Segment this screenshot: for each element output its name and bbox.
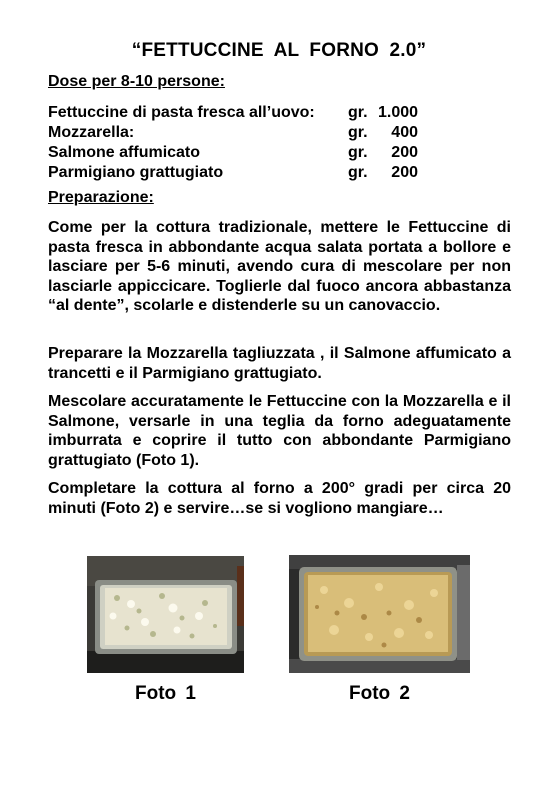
dose-heading: Dose per 8-10 persone: bbox=[48, 73, 225, 90]
ingredient-unit: gr. bbox=[348, 144, 368, 161]
ingredient-row bbox=[48, 143, 418, 163]
ingredient-row bbox=[48, 123, 418, 143]
photo-1-unbaked-pasta bbox=[87, 556, 244, 673]
ingredient-quantity: 400 bbox=[391, 124, 418, 141]
ingredient-unit: gr. bbox=[348, 124, 368, 141]
photo-1-caption: Foto 1 bbox=[135, 683, 196, 704]
ingredient-row bbox=[48, 103, 418, 123]
ingredient-name: Fettuccine di pasta fresca all’uovo: bbox=[48, 104, 315, 121]
ingredient-name: Mozzarella: bbox=[48, 124, 135, 141]
ingredients-list bbox=[48, 103, 418, 183]
photo-2-baked-pasta bbox=[289, 555, 470, 673]
preparation-paragraph: Mescolare accuratamente le Fettuccine con la Mozzarella e il Salmone, versarle in una teglia da forno adeguatamente imburrata e coprire il tutto con abbondante Parmigiano grattugiato (Foto 1). bbox=[48, 393, 511, 469]
ingredient-quantity: 200 bbox=[391, 144, 418, 161]
photo-2-image bbox=[289, 555, 470, 673]
ingredient-unit: gr. bbox=[348, 164, 368, 181]
preparation-paragraph: Preparare la Mozzarella tagliuzzata , il Salmone affumicato a trancetti e il Parmigiano grattugiato. bbox=[48, 345, 511, 382]
recipe-title: “FETTUCCINE AL FORNO 2.0” bbox=[131, 40, 427, 61]
photo-2-caption: Foto 2 bbox=[349, 683, 410, 704]
preparation-paragraph: Completare la cottura al forno a 200° gradi per circa 20 minuti (Foto 2) e servire…se si vogliono mangiare… bbox=[48, 480, 511, 517]
ingredient-row bbox=[48, 163, 418, 183]
preparation-paragraph: Come per la cottura tradizionale, mettere le Fettuccine di pasta fresca in abbondante acqua salata portata a bollore e lasciare per 5-6 minuti, avendo cura di mescolare per non lasciarle appiccicare. Toglierle dal fuoco ancora abbastanza “al dente”, scolarle e distenderle su un canovaccio. bbox=[48, 219, 511, 314]
preparation-heading: Preparazione: bbox=[48, 189, 154, 206]
ingredient-name: Salmone affumicato bbox=[48, 144, 201, 161]
ingredient-name: Parmigiano grattugiato bbox=[48, 164, 224, 181]
photo-1-image bbox=[87, 556, 244, 673]
ingredient-quantity: 1.000 bbox=[378, 104, 419, 121]
ingredient-quantity: 200 bbox=[391, 164, 418, 181]
ingredient-unit: gr. bbox=[348, 104, 368, 121]
